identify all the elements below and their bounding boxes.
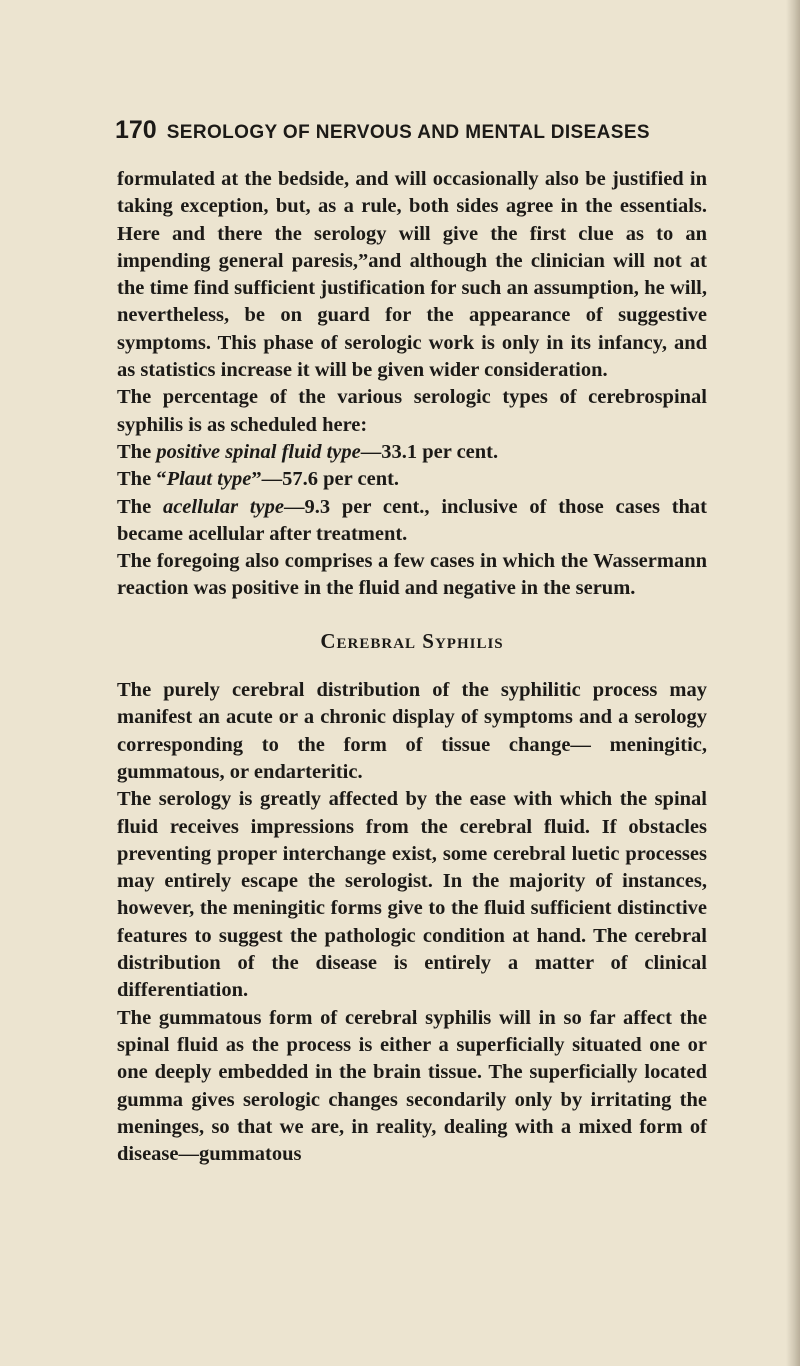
paragraph: The percentage of the various serologic types of cerebrospinal syphilis is as scheduled here: [117, 386, 707, 436]
running-title: SEROLOGY OF NERVOUS AND MENTAL DISEASES [166, 122, 650, 143]
paragraph: The gummatous form of cerebral syphilis will in so far affect the spinal fluid as the process is either a superficially situated one or one deeply embedded in the brain tissue. The superficially located gumma gives serologic changes secondarily only by irritating the meninges, so that we are, in reality, dealing with a mixed form of disease—gummatous [117, 1006, 707, 1166]
type-value: —9.3 per cent., inclusive of those cases that became acellular after treatment. [117, 495, 707, 545]
type-value: —33.1 per cent. [360, 440, 499, 463]
page-edge-shadow [786, 0, 800, 1366]
running-head [115, 116, 707, 145]
page-number: 170 [115, 116, 157, 144]
paragraph: The serology is greatly affected by the ease with which the spinal fluid receives impressions from the cerebral fluid. If obstacles preventing proper interchange exist, some cerebral luetic processes may entirely escape the serologist. In the majority of instances, however, the meningitic forms give to the fluid sufficient distinctive features to suggest the pathologic condition at hand. The cerebral distribution of the disease is entirely a matter of clinical differentiation. [117, 788, 707, 1002]
paragraph: The purely cerebral distribution of the syphilitic process may manifest an acute or a chronic display of symptoms and a serology corresponding to the form of tissue change— meningitic, gummatous, or endarteritic. [117, 679, 707, 783]
paragraph: The foregoing also comprises a few cases in which the Wassermann reaction was positive in the fluid and negative in the serum. [117, 550, 707, 600]
type-item-positive [117, 439, 707, 466]
type-name: acellular type [162, 495, 285, 518]
type-prefix: The [117, 440, 157, 463]
type-name: positive spinal fluid type [156, 440, 361, 463]
body-text [117, 166, 707, 1168]
type-value: ”—57.6 per cent. [251, 468, 400, 491]
book-page [117, 116, 707, 1168]
type-prefix: The [117, 495, 163, 518]
type-name: Plaut type [166, 468, 252, 491]
section-heading: Cerebral Syphilis [320, 628, 504, 653]
type-item-acellular [117, 494, 707, 549]
paragraph: formulated at the bedside, and will occasionally also be justified in taking exception, but, as a rule, both sides agree in the essentials. Here and there the serology will give the first clue as to an impending general paresis,”and although the clinician will not at the time find sufficient justification for such an assumption, he will, nevertheless, be on guard for the appearance of suggestive symptoms. This phase of serologic work is only in its infancy, and as statistics increase it will be given wider consideration. [117, 168, 707, 382]
type-item-plaut [117, 466, 707, 493]
type-prefix: The “ [117, 468, 167, 491]
